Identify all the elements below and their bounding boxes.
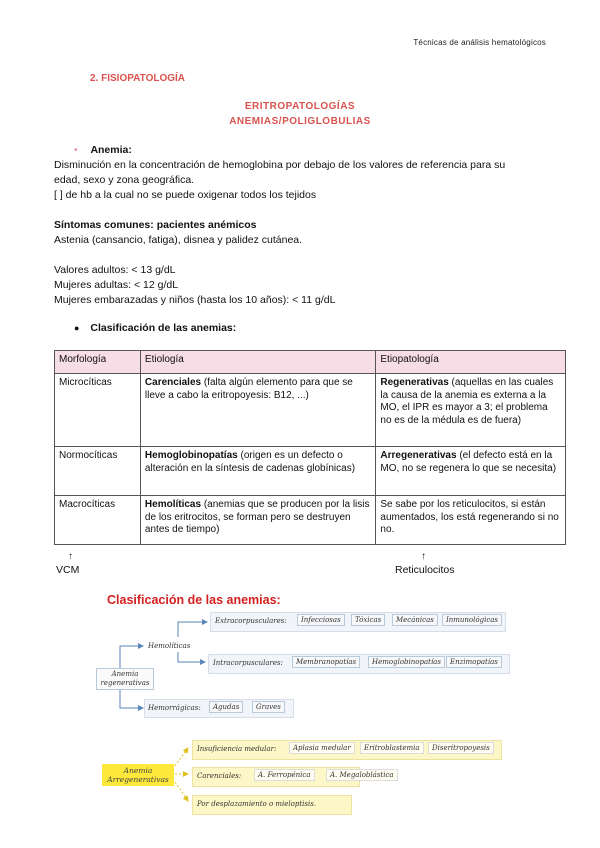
diagram-title: Clasificación de las anemias: bbox=[107, 593, 281, 607]
anemia-definition-line3: [ ] de hb a la cual no se puede oxigenar todos los tejidos bbox=[54, 189, 317, 201]
title-anemias-poliglobulias: ANEMIAS/POLIGLOBULIAS bbox=[229, 116, 371, 127]
cell-description: (el defecto está en la MO, no se regenera lo que se necesita) bbox=[380, 450, 557, 474]
header-course-title: Técnicas de análisis hematológicos bbox=[413, 38, 546, 47]
hemorragicas-item: Agudas bbox=[209, 701, 243, 713]
cell-description: (origen es un defecto o alteración en la síntesis de cadenas globínicas) bbox=[144, 450, 356, 474]
cell-etiologia bbox=[140, 374, 375, 447]
anemia-arregenerativas-node: Anemia Arregenerativas bbox=[102, 764, 174, 786]
table-header-etiologia: Etiología bbox=[140, 351, 375, 374]
intracorpusculares-label: Intracorpusculares: bbox=[213, 659, 283, 667]
cell-etiologia bbox=[140, 447, 375, 496]
valores-adultos: Valores adultos: < 13 g/dL bbox=[54, 264, 176, 276]
bullet-icon: • bbox=[74, 145, 78, 156]
cell-bold-term: Arregenerativas bbox=[380, 450, 457, 461]
bullet-icon: ● bbox=[74, 323, 80, 333]
clasificacion-heading: Clasificación de las anemias: bbox=[90, 322, 237, 334]
extra-item: Tóxicas bbox=[351, 614, 385, 626]
cell-etiopatologia bbox=[376, 374, 566, 447]
cell-description: (aquellas en las cuales la causa de la anemia es externa a la MO, el IPR es mayor a 3; el problema no es de la médula es de fuera) bbox=[380, 377, 554, 426]
sintomas-heading: Síntomas comunes: pacientes anémicos bbox=[54, 219, 257, 231]
reticulocitos-label: Reticulocitos bbox=[395, 564, 455, 576]
valores-embarazadas: Mujeres embarazadas y niños (hasta los 10 años): < 11 g/dL bbox=[54, 294, 336, 306]
insuficiencia-item: Aplasia medular bbox=[289, 742, 355, 754]
table-header-row bbox=[55, 351, 566, 374]
intra-item: Membranopatías bbox=[292, 656, 360, 668]
cell-description: (falta algún elemento para que se lleve a cabo la eritropoyesis: B12, ...) bbox=[144, 377, 353, 401]
cell-description: Se sabe por los reticulocitos, si están aumentados, los está regenerando si no no. bbox=[380, 499, 559, 535]
cell-etiologia bbox=[140, 496, 375, 545]
anemia-heading-row bbox=[74, 143, 132, 158]
hemorragicas-label: Hemorrágicas: bbox=[148, 704, 201, 712]
anemia-regenerativas-node: Anemia regenerativas bbox=[96, 668, 154, 690]
insuficiencia-label: Insuficiencia medular: bbox=[197, 745, 277, 753]
anemia-heading: Anemia: bbox=[90, 144, 132, 156]
vcm-label: VCM bbox=[56, 564, 80, 576]
table-header-morfologia: Morfología bbox=[55, 351, 141, 374]
cell-etiopatologia bbox=[376, 496, 566, 545]
intra-item: Hemoglobinopatías bbox=[368, 656, 445, 668]
valores-mujeres: Mujeres adultas: < 12 g/dL bbox=[54, 279, 179, 291]
cell-bold-term: Carenciales bbox=[144, 377, 202, 388]
hemorragicas-item: Graves bbox=[252, 701, 285, 713]
arrow-up-icon: ↑ bbox=[421, 551, 426, 562]
intra-item: Enzimopatías bbox=[446, 656, 502, 668]
table-row bbox=[55, 496, 566, 545]
table-header-etiopatologia: Etiopatología bbox=[376, 351, 566, 374]
extracorpusculares-label: Extracorpusculares: bbox=[215, 617, 287, 625]
table-row bbox=[55, 447, 566, 496]
insuficiencia-item: Eritroblastemia bbox=[360, 742, 424, 754]
cell-bold-term: Regenerativas bbox=[380, 377, 449, 388]
table-row bbox=[55, 374, 566, 447]
title-eritropatologias: ERITROPATOLOGÍAS bbox=[244, 101, 356, 112]
arrow-up-icon: ↑ bbox=[68, 551, 73, 562]
carenciales-item: A. Megaloblástica bbox=[326, 769, 398, 781]
cell-etiopatologia bbox=[376, 447, 566, 496]
cell-bold-term: Hemoglobinopatías bbox=[144, 450, 238, 461]
carenciales-label: Carenciales: bbox=[197, 772, 242, 780]
extra-item: Inmunológicas bbox=[442, 614, 502, 626]
clasificacion-table bbox=[54, 350, 566, 545]
anemia-definition-line1: Disminución en la concentración de hemoglobina por debajo de los valores de referencia para su bbox=[54, 159, 506, 171]
desplazamiento-label: Por desplazamiento o mieloptisis. bbox=[197, 800, 317, 808]
carenciales-item: A. Ferropénica bbox=[254, 769, 315, 781]
extra-item: Infecciosas bbox=[297, 614, 345, 626]
cell-morfologia: Normocíticas bbox=[55, 447, 141, 496]
clasificacion-heading-row bbox=[74, 321, 236, 336]
cell-morfologia: Microcíticas bbox=[55, 374, 141, 447]
insuficiencia-item: Diseritropoyesis bbox=[428, 742, 494, 754]
cell-morfologia: Macrocíticas bbox=[55, 496, 141, 545]
extra-item: Mecánicas bbox=[392, 614, 438, 626]
sintomas-text: Astenia (cansancio, fatiga), disnea y palidez cutánea. bbox=[54, 234, 303, 246]
section-title: 2. FISIOPATOLOGÍA bbox=[90, 73, 186, 84]
cell-bold-term: Hemolíticas bbox=[144, 499, 202, 510]
cell-description: (anemias que se producen por la lisis de los eritrocitos, se forman pero se destruyen antes de tiempo) bbox=[144, 499, 370, 535]
anemia-definition-line2: edad, sexo y zona geográfica. bbox=[54, 174, 195, 186]
hemoliticas-label: Hemolíticas bbox=[148, 642, 191, 650]
